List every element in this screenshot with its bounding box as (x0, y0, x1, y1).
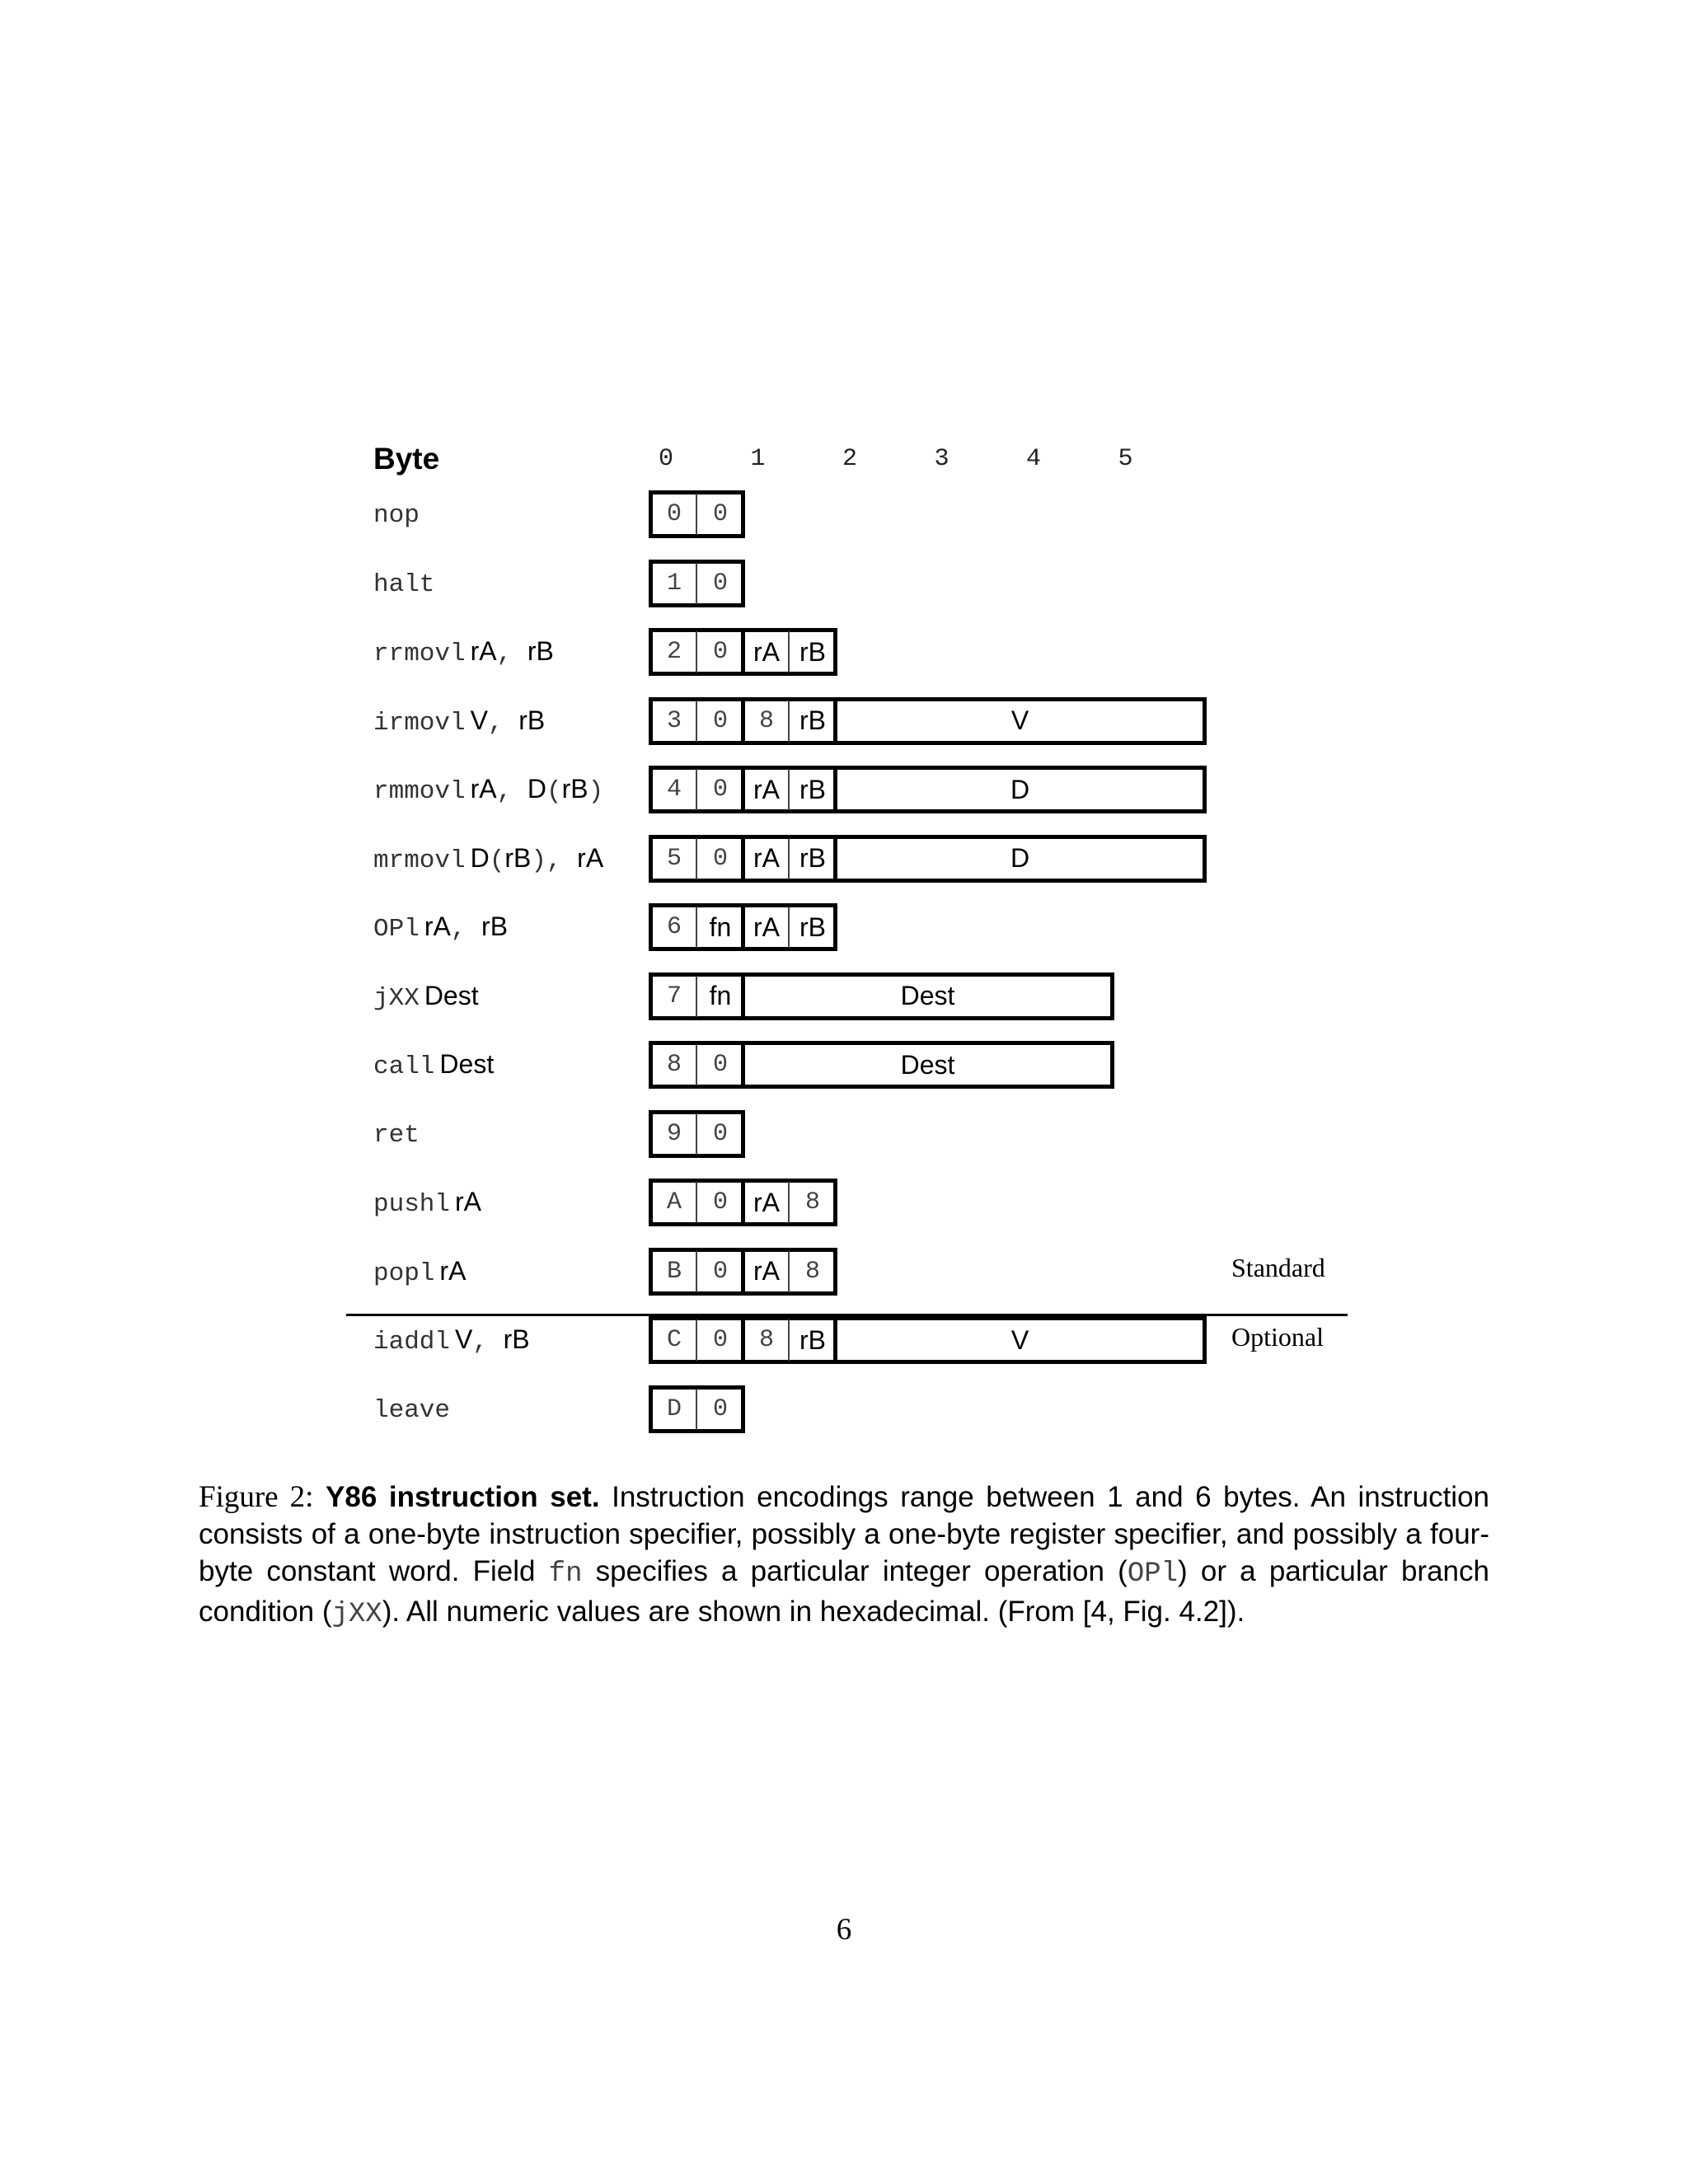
operand: rB (518, 705, 546, 735)
encoding-nibble: 0 (712, 1326, 728, 1354)
constant-word-field (741, 972, 1114, 1020)
encoding-nibble: rB (799, 1324, 826, 1355)
constant-word-label: V (1010, 1324, 1029, 1355)
operand: rA (424, 912, 451, 941)
standard-section-label: Standard (1231, 1253, 1325, 1282)
encoding-nibble: 0 (712, 500, 728, 528)
encoding-nibble: 3 (666, 706, 682, 735)
instruction-label (373, 1323, 530, 1359)
caption-text: Instruction encodings range between 1 and 6 bytes. An instruction consists of a one-byte instruction specifier, possibly a one-byte register specifier, and possibly a four-byte constant word. Field (199, 1481, 1490, 1587)
caption-figure-label: Figure 2: (199, 1480, 314, 1514)
encoding-nibble: rA (753, 1256, 780, 1286)
operand: V (470, 705, 488, 735)
operand-punctuation: ( (489, 846, 505, 875)
operand: rA (470, 774, 497, 804)
instruction-mnemonic: pushl (373, 1190, 451, 1219)
operand: D (527, 774, 546, 804)
operand: rB (527, 636, 554, 666)
instruction-operands (455, 1187, 481, 1216)
instruction-mnemonic: leave (373, 1395, 451, 1425)
encoding-nibble: rA (753, 843, 780, 873)
encoding-nibble: rB (799, 705, 826, 735)
operand: rA (439, 1255, 467, 1286)
instruction-operands (439, 1049, 494, 1079)
encoding-nibble: 8 (804, 1257, 820, 1286)
instruction-mnemonic: nop (373, 501, 420, 530)
instruction-mnemonic: halt (373, 569, 435, 599)
encoding-nibble: 8 (758, 706, 774, 735)
instruction-label (373, 704, 545, 740)
constant-word-field (833, 697, 1207, 745)
constant-word-field (741, 1041, 1114, 1089)
constant-word-field (833, 835, 1207, 883)
instruction-label (373, 1392, 450, 1427)
caption-code-fn: fn (548, 1558, 583, 1590)
encoding-nibble: rB (799, 636, 826, 667)
instruction-label (373, 1117, 420, 1152)
encoding-nibble: 0 (712, 844, 728, 873)
operand: rB (504, 842, 532, 873)
encoding-nibble: 0 (712, 776, 728, 804)
encoding-nibble: 8 (666, 1051, 682, 1079)
encoding-nibble: rA (753, 774, 780, 804)
constant-word-label: D (1010, 774, 1030, 804)
byte-number: 5 (1118, 445, 1133, 473)
encoding-nibble: fn (709, 981, 732, 1010)
encoding-nibble: 0 (712, 1119, 728, 1148)
constant-word-label: Dest (900, 981, 955, 1010)
encoding-nibble: D (666, 1394, 682, 1423)
operand-punctuation: ( (546, 777, 562, 806)
operand: D (470, 842, 490, 873)
instruction-operands (471, 843, 604, 873)
instruction-operands (471, 636, 554, 666)
instruction-mnemonic: iaddl (373, 1328, 451, 1357)
byte-number: 4 (1025, 445, 1041, 473)
constant-word-label: D (1010, 843, 1030, 873)
instruction-operands (455, 1324, 530, 1357)
encoding-nibble: 1 (666, 569, 682, 598)
constant-word-field (833, 766, 1207, 813)
encoding-nibble: 2 (666, 638, 682, 666)
instruction-mnemonic: popl (373, 1258, 435, 1288)
encoding-nibble: 0 (712, 1394, 728, 1423)
instruction-operands (471, 774, 604, 804)
encoding-nibble: fn (709, 912, 732, 942)
instruction-mnemonic: ret (373, 1120, 420, 1150)
encoding-nibble: C (666, 1326, 682, 1354)
caption-text: ). All numeric values are shown in hexadecimal. (From [4, Fig. 4.2]). (382, 1596, 1245, 1628)
operand: rB (481, 912, 509, 941)
encoding-nibble: 7 (666, 982, 682, 1010)
instruction-mnemonic: irmovl (373, 708, 466, 738)
encoding-nibble: 0 (712, 1257, 728, 1286)
instruction-label (373, 566, 434, 602)
caption-text: ) or a particular branch condition ( (199, 1555, 1489, 1628)
operand: V (455, 1324, 473, 1354)
instruction-label (373, 1047, 494, 1084)
encoding-nibble: A (666, 1188, 682, 1216)
instruction-label (373, 841, 603, 878)
byte-number: 0 (658, 445, 673, 473)
instruction-label (373, 635, 554, 671)
operand-punctuation: , (496, 640, 528, 668)
instruction-operands (424, 981, 479, 1010)
instruction-operands (439, 1256, 466, 1286)
operand-punctuation: ) (588, 777, 604, 806)
caption-title: Y86 instruction set. (326, 1481, 600, 1513)
operand-punctuation: , (472, 1328, 504, 1357)
standard-optional-separator (346, 1314, 1348, 1316)
figure-caption (199, 1479, 1489, 1633)
encoding-nibble: 0 (712, 706, 728, 735)
operand: Dest (424, 980, 479, 1010)
encoding-nibble: B (666, 1257, 682, 1286)
instruction-label (373, 1254, 466, 1291)
operand-punctuation: ), (531, 846, 578, 875)
byte-number: 3 (934, 445, 950, 473)
page-number: 6 (836, 1913, 852, 1947)
encoding-nibble: 8 (804, 1188, 820, 1216)
operand-punctuation: , (496, 777, 528, 806)
instruction-label (373, 497, 420, 532)
instruction-label (373, 910, 508, 946)
encoding-nibble: 5 (666, 844, 682, 873)
constant-word-label: Dest (900, 1049, 955, 1080)
byte-header-label: Byte (373, 442, 440, 476)
constant-word-field (833, 1316, 1207, 1364)
instruction-mnemonic: OPl (373, 915, 420, 944)
instruction-mnemonic: rrmovl (373, 640, 466, 668)
encoding-nibble: 8 (758, 1326, 774, 1354)
byte-number: 1 (750, 445, 766, 473)
operand: rB (503, 1324, 530, 1354)
encoding-nibble: 9 (666, 1119, 682, 1148)
operand-punctuation: , (487, 708, 519, 738)
encoding-nibble: rB (799, 843, 826, 873)
operand: rA (470, 636, 497, 666)
encoding-nibble: rB (799, 774, 826, 804)
encoding-nibble: 0 (666, 500, 682, 528)
operand: rB (561, 774, 588, 804)
operand: Dest (439, 1049, 495, 1079)
instruction-operands (470, 705, 546, 738)
instruction-label (373, 979, 479, 1015)
instruction-label (373, 1185, 481, 1221)
encoding-nibble: 4 (666, 776, 682, 804)
instruction-label (373, 772, 603, 808)
encoding-nibble: rB (799, 912, 826, 942)
caption-text: specifies a particular integer operation ( (582, 1555, 1128, 1587)
encoding-nibble: 0 (712, 1051, 728, 1079)
instruction-operands (424, 912, 509, 944)
encoding-nibble: rA (753, 912, 780, 942)
encoding-nibble: 0 (712, 569, 728, 598)
operand-punctuation: , (450, 915, 482, 944)
encoding-nibble: 0 (712, 1188, 728, 1216)
instruction-mnemonic: jXX (373, 983, 420, 1013)
caption-code-opl: OPl (1127, 1558, 1179, 1590)
encoding-nibble: rA (753, 636, 780, 667)
byte-number: 2 (842, 445, 857, 473)
encoding-nibble: 0 (712, 638, 728, 666)
optional-section-label: Optional (1231, 1322, 1324, 1352)
operand: rA (455, 1187, 482, 1216)
instruction-mnemonic: rmmovl (373, 777, 466, 806)
constant-word-label: V (1010, 705, 1029, 735)
instruction-mnemonic: call (373, 1052, 435, 1081)
instruction-mnemonic: mrmovl (373, 846, 466, 875)
encoding-nibble: rA (753, 1187, 780, 1217)
encoding-nibble: 6 (666, 913, 682, 941)
operand: rA (577, 842, 604, 873)
caption-code-jxx: jXX (331, 1599, 382, 1630)
